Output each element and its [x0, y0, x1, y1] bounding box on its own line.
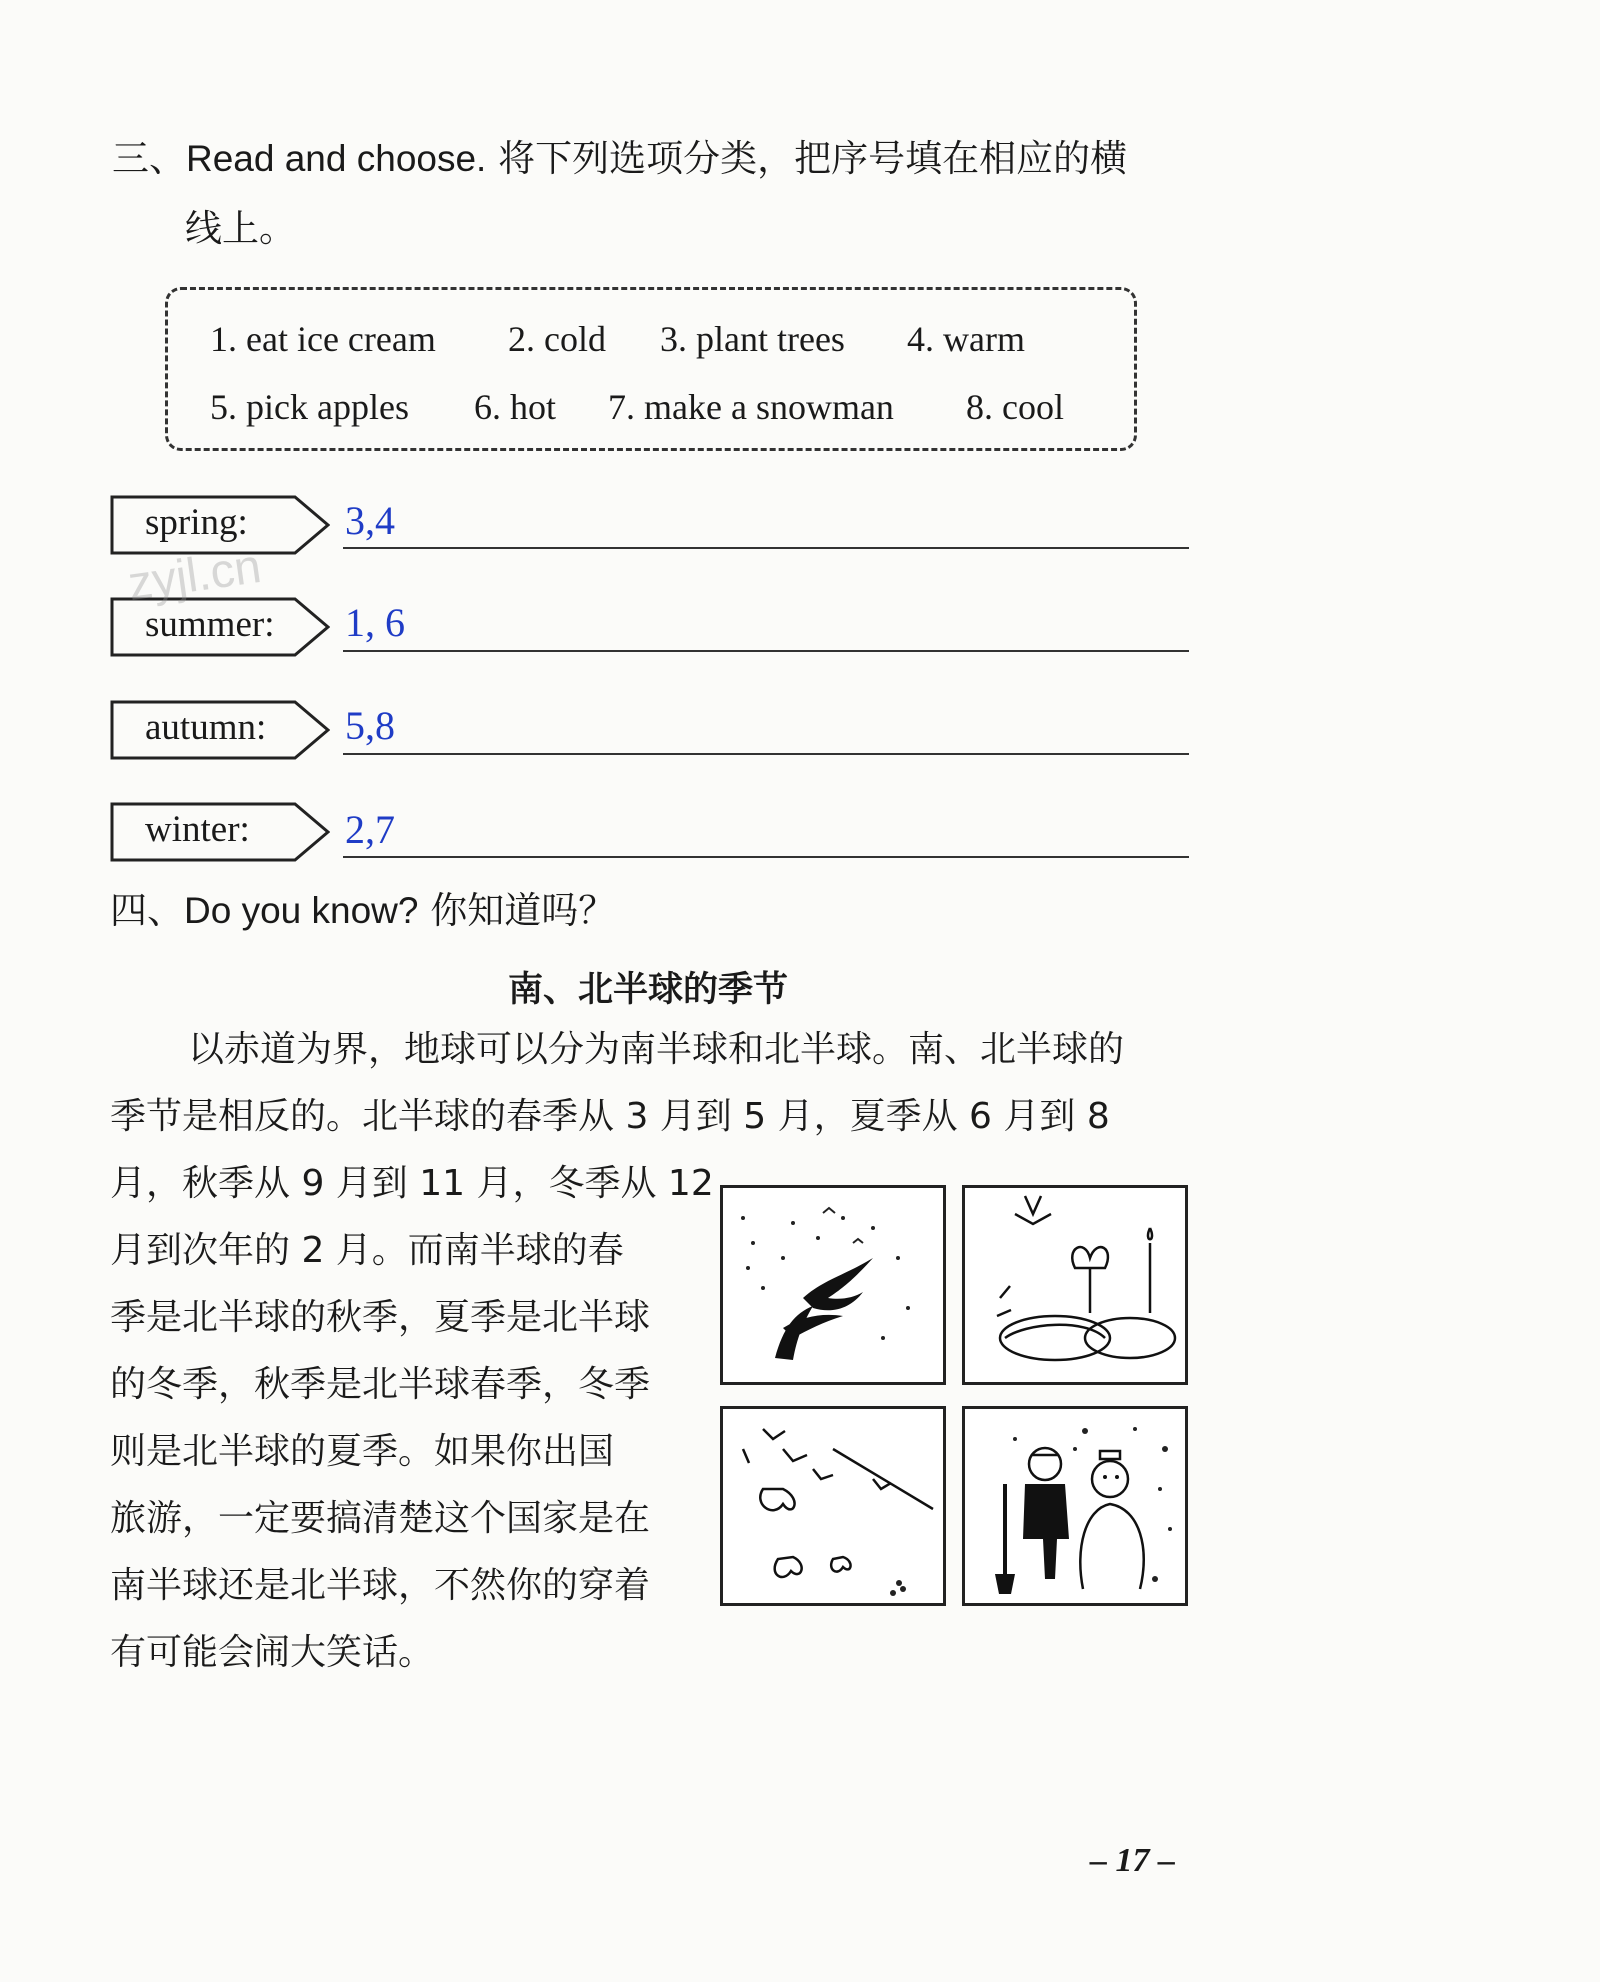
watermark: zyjl.cn: [124, 539, 265, 612]
season-label-spring: spring:: [110, 495, 330, 555]
page-number: – 17 –: [1090, 1842, 1175, 1879]
option-6: 6. hot: [474, 387, 557, 427]
season-label-autumn: autumn:: [110, 700, 330, 760]
answer-line-spring: [343, 547, 1189, 549]
para-line: 季节是相反的。北半球的春季从 3 月到 5 月，夏季从 6 月到 8: [110, 1096, 1110, 1137]
season-label-summer: summer:: [110, 597, 330, 657]
answer-line-summer: [343, 650, 1189, 652]
article-title: 南、北半球的季节: [508, 970, 789, 1010]
answer-summer: 1, 6: [345, 600, 405, 645]
autumn-leaves-picture: [720, 1406, 946, 1606]
section-3-title: [112, 137, 1128, 180]
option-7: 7. make a snowman: [608, 387, 894, 427]
para-line: 的冬季，秋季是北半球春季，冬季: [110, 1364, 651, 1405]
answer-line-winter: [343, 856, 1189, 858]
para-line: 季是北半球的秋季，夏季是北半球: [110, 1297, 651, 1338]
season-label-winter: winter:: [110, 802, 330, 862]
option-8: 8. cool: [966, 387, 1064, 427]
para-line: 旅游，一定要搞清楚这个国家是在: [110, 1498, 651, 1539]
section-3-title-cont: 线上。: [185, 207, 296, 250]
answer-spring: 3,4: [345, 498, 395, 543]
summer-lotus-picture: [962, 1185, 1188, 1385]
option-4: 4. warm: [907, 319, 1025, 359]
winter-snowman-picture: [962, 1406, 1188, 1606]
para-line: 有可能会闹大笑话。: [110, 1632, 435, 1673]
option-1: 1. eat ice cream: [210, 319, 436, 359]
para-line: 南半球还是北半球，不然你的穿着: [110, 1565, 651, 1606]
para-line: 以赤道为界，地球可以分为南半球和北半球。南、北半球的: [188, 1029, 1125, 1070]
section-title-zh: 将下列选项分类，把序号填在相应的横: [486, 137, 1128, 180]
answer-line-autumn: [343, 753, 1189, 755]
section-title-en: Read and choose.: [186, 138, 487, 179]
option-3: 3. plant trees: [660, 319, 845, 359]
section-4-title: 四、Do you know? 你知道吗？: [110, 889, 616, 932]
para-line: 月到次年的 2 月。而南半球的春: [110, 1230, 624, 1271]
para-line: 则是北半球的夏季。如果你出国: [110, 1431, 615, 1472]
answer-winter: 2,7: [345, 807, 395, 852]
section-number: 三、: [112, 137, 186, 180]
option-2: 2. cold: [508, 319, 606, 359]
spring-swallows-picture: [720, 1185, 946, 1385]
option-5: 5. pick apples: [210, 387, 409, 427]
answer-autumn: 5,8: [345, 703, 395, 748]
para-line: 月，秋季从 9 月到 11 月，冬季从 12: [110, 1163, 714, 1204]
